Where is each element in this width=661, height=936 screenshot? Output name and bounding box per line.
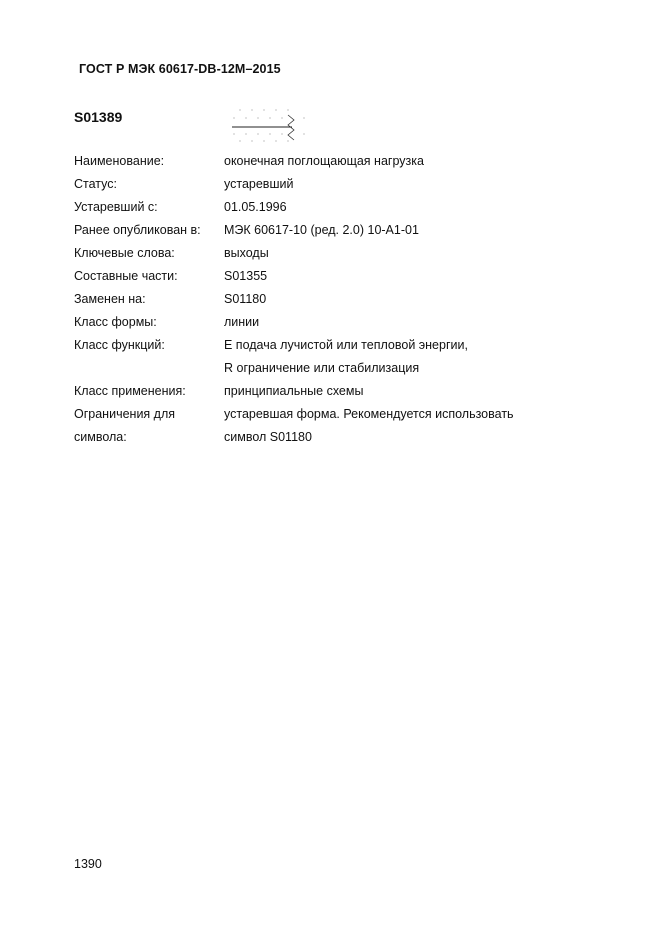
attribute-row <box>74 380 594 403</box>
attribute-label: Класс применения: <box>74 384 186 398</box>
attribute-value: линии <box>224 315 260 329</box>
symbol-code: S01389 <box>74 109 123 125</box>
page-number: 1390 <box>74 857 102 871</box>
attribute-label: Ключевые слова: <box>74 246 175 260</box>
attribute-row <box>74 357 594 380</box>
attribute-row <box>74 288 594 311</box>
attribute-label: Класс формы: <box>74 315 157 329</box>
attribute-row <box>74 242 594 265</box>
attribute-label: Класс функций: <box>74 338 165 352</box>
attribute-label: Составные части: <box>74 269 178 283</box>
attribute-label: Статус: <box>74 177 117 191</box>
symbol-attributes-table <box>74 150 594 449</box>
attribute-row <box>74 334 594 357</box>
attribute-row <box>74 173 594 196</box>
attribute-label: Наименование: <box>74 154 165 168</box>
attribute-row <box>74 150 594 173</box>
attribute-value: оконечная поглощающая нагрузка <box>224 154 424 168</box>
attribute-row <box>74 426 594 449</box>
attribute-row <box>74 403 594 426</box>
attribute-value: принципиальные схемы <box>224 384 364 398</box>
attribute-value: выходы <box>224 246 269 260</box>
attribute-value: устаревшая форма. Рекомендуется использовать <box>224 407 514 421</box>
attribute-label: Ранее опубликован в: <box>74 223 201 237</box>
attribute-label <box>74 357 224 380</box>
attribute-value: S01180 <box>224 292 267 306</box>
attribute-value: S01355 <box>224 269 268 283</box>
attribute-label: Заменен на: <box>74 292 146 306</box>
attribute-label: Устаревший с: <box>74 200 158 214</box>
attribute-value: R ограничение или стабилизация <box>224 361 420 375</box>
attribute-value: устаревший <box>224 177 294 191</box>
attribute-row <box>74 265 594 288</box>
attribute-row <box>74 196 594 219</box>
terminating-absorbing-load-symbol-icon <box>226 104 310 144</box>
attribute-label: Ограничения для <box>74 407 176 421</box>
attribute-value: символ S01180 <box>224 430 312 444</box>
attribute-value: МЭК 60617-10 (ред. 2.0) 10-A1-01 <box>224 223 419 237</box>
attribute-value: E подача лучистой или тепловой энергии, <box>224 338 468 352</box>
attribute-row <box>74 311 594 334</box>
document-header: ГОСТ Р МЭК 60617-DB-12M–2015 <box>79 62 281 76</box>
attribute-row <box>74 219 594 242</box>
attribute-label: символа: <box>74 430 127 444</box>
attribute-value: 01.05.1996 <box>224 200 287 214</box>
